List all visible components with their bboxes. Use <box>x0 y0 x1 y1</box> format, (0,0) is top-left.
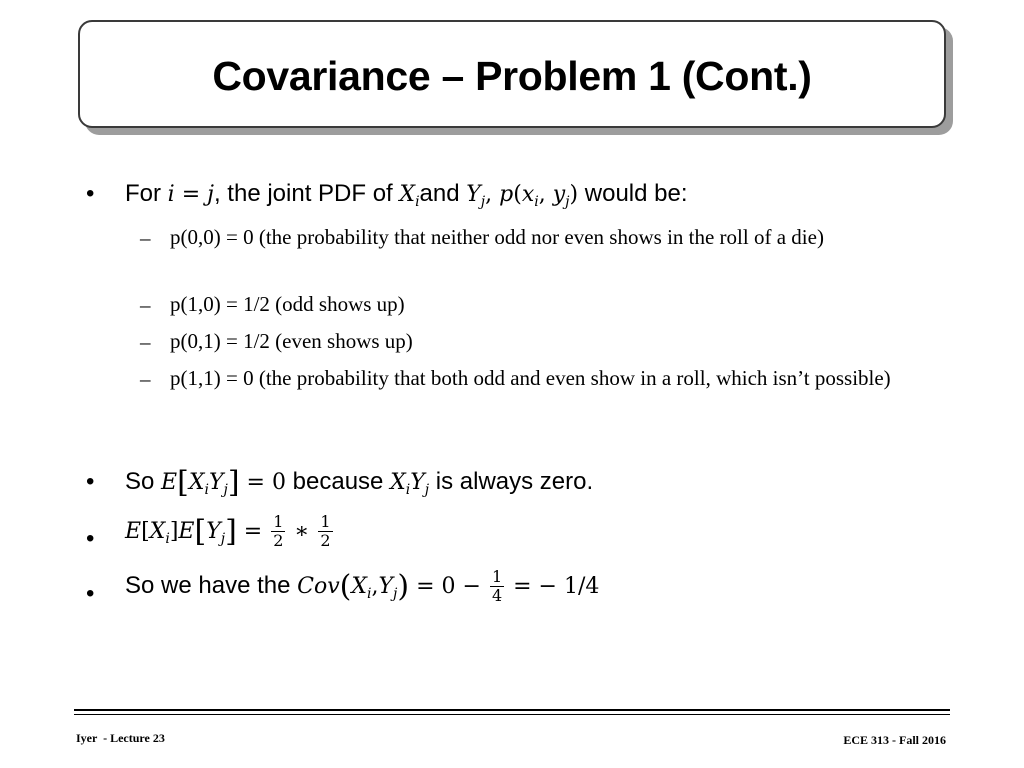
text: is always zero. <box>429 468 594 495</box>
math: Cov <box>297 573 340 599</box>
math: ] <box>227 465 240 500</box>
math: , <box>538 182 553 207</box>
math: X <box>351 573 368 599</box>
math: = − 1/4 <box>506 573 600 599</box>
sub-bullet-marker: – <box>140 330 151 354</box>
math-subscript: i <box>165 530 170 547</box>
math-subscript: i <box>415 194 420 210</box>
footer-rule-thin <box>74 714 950 715</box>
math: ) <box>397 568 410 604</box>
math: X <box>390 470 406 495</box>
math: = 0 <box>239 470 286 495</box>
math: Y <box>208 470 224 495</box>
math: X <box>399 182 416 207</box>
math: Y <box>410 470 425 495</box>
math-subscript: i <box>534 194 539 210</box>
footer-lecture: Iyer - Lecture 23 <box>76 731 165 745</box>
math: = <box>174 182 208 207</box>
bullet-marker: • <box>86 180 95 207</box>
math: ∗ <box>287 518 317 544</box>
math-subscript: j <box>480 194 486 210</box>
math: j <box>207 182 214 207</box>
text: So <box>125 468 162 495</box>
bullet-expectation-product <box>125 465 594 500</box>
footer-course: ECE 313 - Fall 2016 <box>843 733 946 747</box>
text: , the joint PDF of <box>213 180 400 207</box>
math: ( <box>513 182 522 207</box>
math: y <box>552 182 566 207</box>
math: , <box>371 573 379 599</box>
text: and <box>419 180 467 207</box>
math: , <box>485 182 500 207</box>
bullet-marker: • <box>86 580 95 607</box>
math-subscript: i <box>367 585 372 602</box>
math-subscript: j <box>424 482 430 498</box>
math: [ <box>177 465 189 500</box>
math: E <box>161 470 178 495</box>
math: [ <box>194 513 207 549</box>
math: E <box>178 518 195 544</box>
fraction-denominator: 4 <box>491 586 503 605</box>
text: would be: <box>578 180 688 207</box>
math: Y <box>378 573 394 599</box>
math-subscript: j <box>565 194 570 210</box>
bullet-marker: • <box>86 468 95 495</box>
math: ] <box>225 513 237 549</box>
fraction-one-half <box>318 513 332 550</box>
math-subscript: i <box>204 482 209 498</box>
math: ( <box>339 568 352 604</box>
bullet-product-of-expectations <box>125 513 335 550</box>
math: X <box>188 470 205 495</box>
math: [ <box>141 518 150 544</box>
slide-title: Covariance – Problem 1 (Cont.) <box>212 52 812 99</box>
sub-bullet-marker: – <box>140 226 151 250</box>
sub-bullet-marker: – <box>140 367 151 391</box>
math: = <box>236 518 270 544</box>
math: p <box>499 182 514 207</box>
bullet-marker: • <box>86 525 95 552</box>
sub-item-p10: p(1,0) = 1/2 (odd shows up) <box>170 292 405 316</box>
fraction-numerator: 1 <box>273 512 284 531</box>
fraction-numerator: 1 <box>491 567 503 586</box>
fraction-one-half <box>271 513 285 550</box>
fraction-numerator: 1 <box>320 512 331 531</box>
fraction-denominator: 2 <box>320 531 331 550</box>
bullet-joint-pdf <box>125 180 688 208</box>
math: E <box>125 518 142 544</box>
title-box <box>78 20 946 128</box>
math: ) <box>569 182 579 207</box>
text: because <box>285 468 391 495</box>
sub-item-p11: p(1,1) = 0 (the probability that both odd and even show in a roll, which isn’t possible) <box>170 366 891 390</box>
sub-item-p01: p(0,1) = 1/2 (even shows up) <box>170 329 413 353</box>
math-subscript: j <box>223 482 228 498</box>
fraction-one-quarter <box>490 568 504 605</box>
math: Y <box>466 182 481 207</box>
math: X <box>149 518 166 544</box>
math: Y <box>206 518 221 544</box>
math: x <box>521 182 535 207</box>
math: ] <box>169 518 179 544</box>
sub-item-p00: p(0,0) = 0 (the probability that neither odd nor even shows in the roll of a die) <box>170 225 824 249</box>
text: So we have the <box>125 571 298 599</box>
math: = 0 − <box>409 573 488 599</box>
footer-rule <box>74 709 950 711</box>
math-subscript: i <box>405 482 411 498</box>
sub-bullet-marker: – <box>140 293 151 317</box>
math-subscript: j <box>220 530 226 547</box>
fraction-denominator: 2 <box>273 531 284 550</box>
math: i <box>167 182 175 207</box>
text: For <box>125 180 168 207</box>
bullet-covariance-result <box>125 568 599 605</box>
math-subscript: j <box>393 585 398 602</box>
